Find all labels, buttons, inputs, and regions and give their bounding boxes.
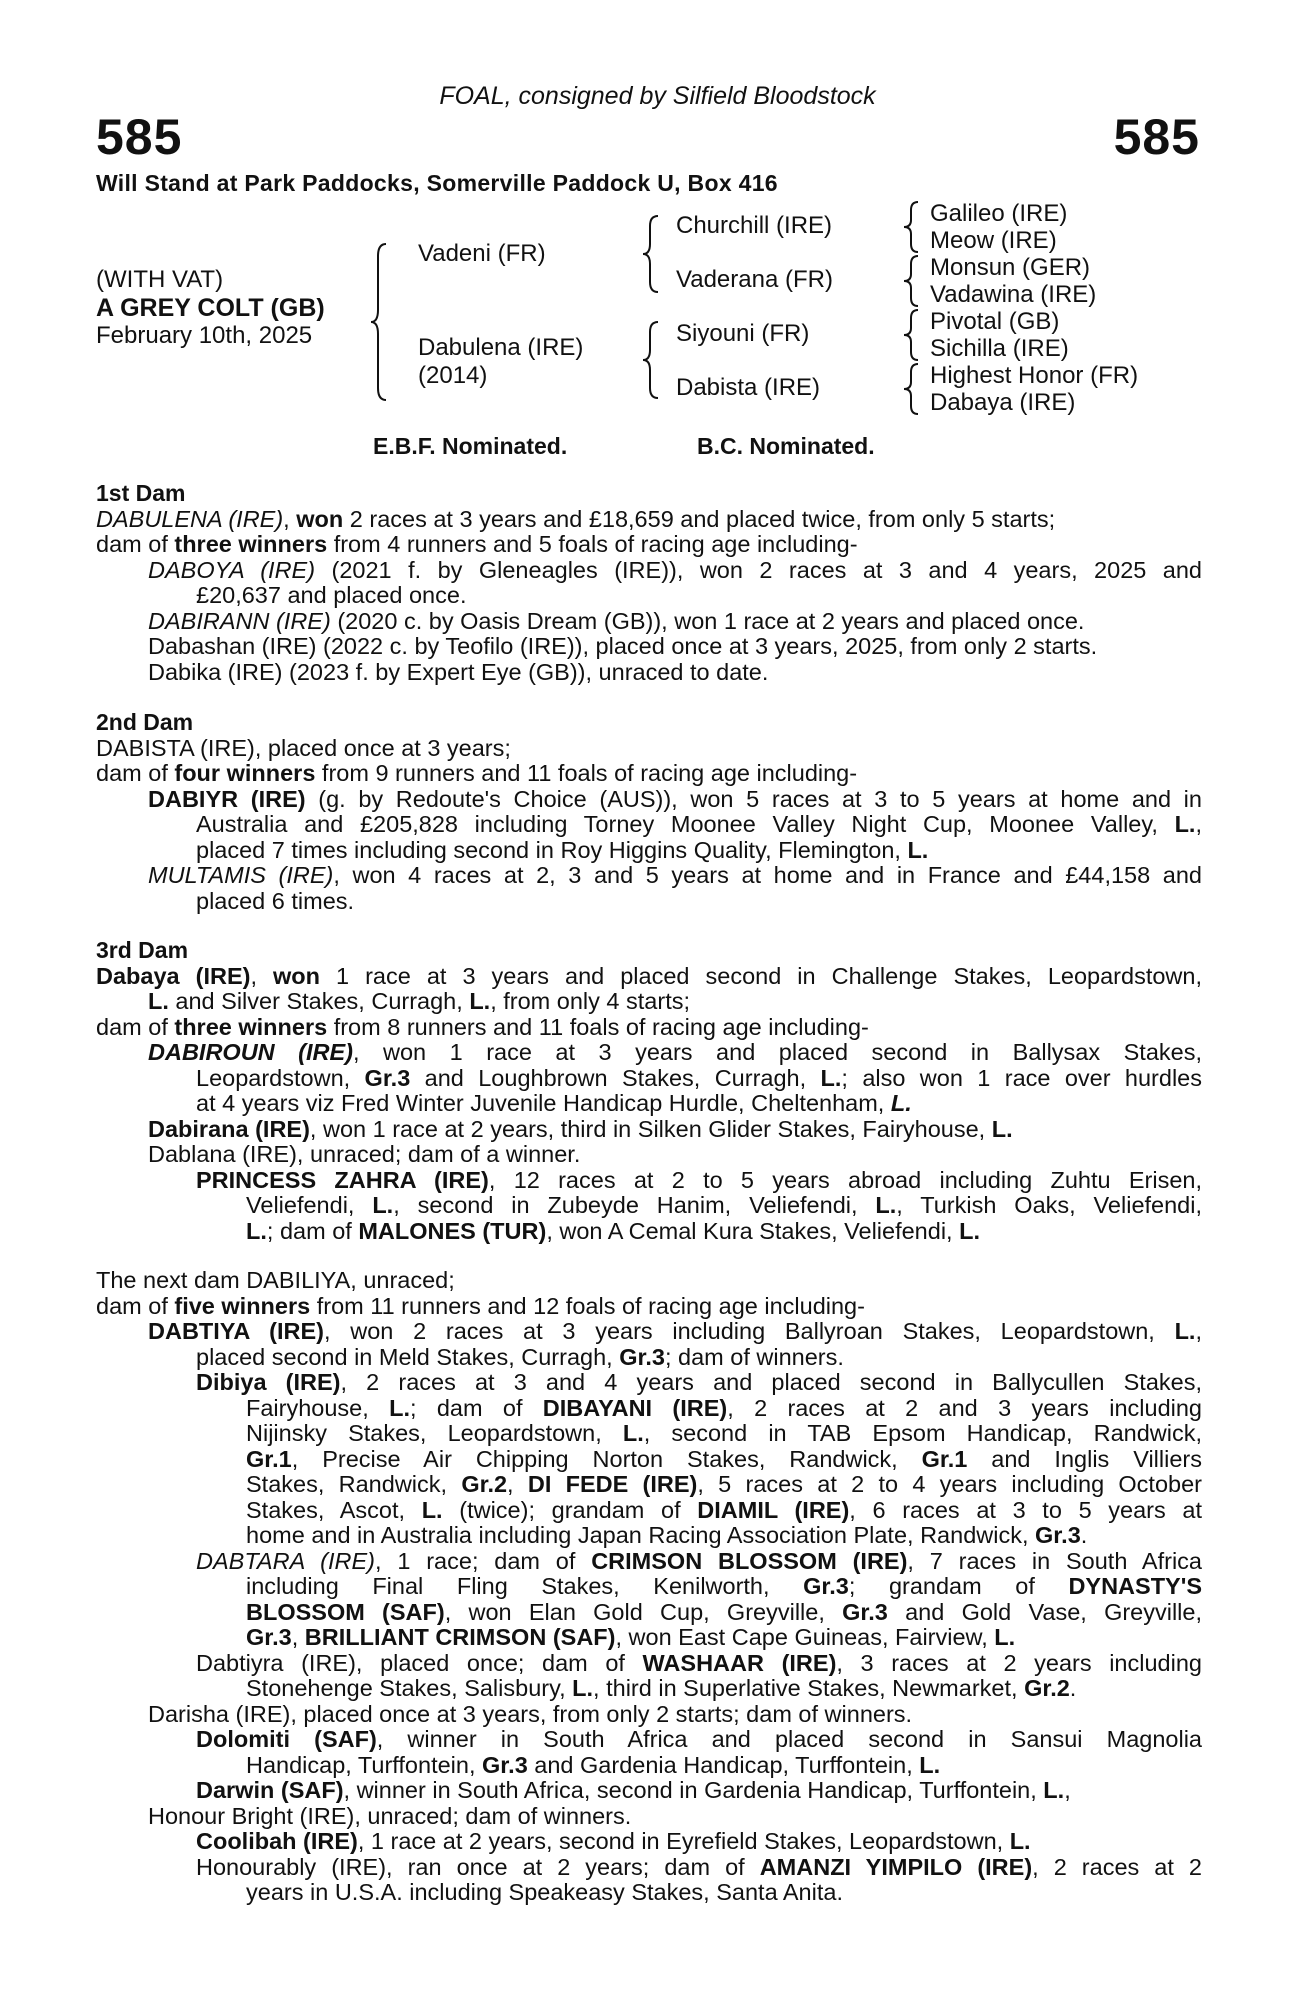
second-dam-heading: 2nd Dam	[96, 710, 194, 735]
produce-dolomiti-cont: Handicap, Turffontein, Gr.3 and Gardenia Handicap, Turffontein, L.	[246, 1752, 941, 1778]
second-dam-section	[96, 710, 1202, 914]
granddam-1: Meow (IRE)	[930, 227, 1057, 254]
fourth-dam-record: The next dam DABILIYA, unraced;	[96, 1268, 455, 1293]
stand-location: Will Stand at Park Paddocks, Somerville Paddock U, Box 416	[96, 170, 778, 196]
dam-dam: Dabista (IRE)	[676, 374, 821, 401]
produce-dabiyr-cont2: placed 7 times including second in Roy Higgins Quality, Flemington, L.	[196, 837, 929, 863]
produce-dibiya-cont5: Stakes, Ascot, L. (twice); grandam of DIAMIL (IRE), 6 races at 3 to 5 years at	[246, 1497, 1202, 1523]
third-dam-section	[96, 938, 1202, 1244]
third-dam-record-cont: L. and Silver Stakes, Curragh, L., from only 4 starts;	[148, 989, 691, 1014]
produce-dibiya-cont6: home and in Australia including Japan Racing Association Plate, Randwick, Gr.3.	[246, 1523, 1088, 1548]
dam-year: (2014)	[418, 362, 488, 389]
brace-g3	[900, 308, 922, 364]
third-dam-record: Dabaya (IRE), won 1 race at 3 years and placed second in Challenge Stakes, Leopardstown,	[96, 963, 1202, 989]
produce-daboya: DABOYA (IRE) (2021 f. by Gleneagles (IRE)), won 2 races at 3 and 4 years, 2025 and	[148, 557, 1202, 583]
produce-honourably: Honourably (IRE), ran once at 2 years; dam of AMANZI YIMPILO (IRE), 2 races at 2	[196, 1854, 1202, 1880]
vat-note: (WITH VAT)	[96, 266, 224, 293]
fourth-dam-produce: dam of five winners from 11 runners and 12 foals of racing age including-	[96, 1293, 865, 1319]
produce-darwin: Darwin (SAF), winner in South Africa, second in Gardenia Handicap, Turffontein, L.,	[196, 1778, 1071, 1803]
produce-dabiroun: DABIROUN (IRE), won 1 race at 3 years and placed second in Ballysax Stakes,	[148, 1040, 1202, 1065]
produce-honourably-cont: years in U.S.A. including Speakeasy Stakes, Santa Anita.	[246, 1880, 843, 1905]
grandsire-4: Highest Honor (FR)	[930, 362, 1139, 389]
produce-dabtiyra-cont: Stonehenge Stakes, Salisbury, L., third in Superlative Stakes, Newmarket, Gr.2.	[246, 1676, 1077, 1701]
produce-coolibah: Coolibah (IRE), 1 race at 2 years, second in Eyrefield Stakes, Leopardstown, L.	[196, 1829, 1031, 1854]
colt-title: A GREY COLT (GB)	[96, 294, 325, 322]
produce-dablana: Dablana (IRE), unraced; dam of a winner.	[148, 1142, 581, 1167]
brace-g1	[900, 200, 922, 256]
produce-dabtara-cont2: BLOSSOM (SAF), won Elan Gold Cup, Greyville, Gr.3 and Gold Vase, Greyville,	[246, 1599, 1202, 1625]
grandsire-3: Pivotal (GB)	[930, 308, 1060, 335]
produce-dabiyr-cont1: Australia and £205,828 including Torney Moonee Valley Night Cup, Moonee Valley, L.,	[196, 812, 1202, 837]
consignment-line: FOAL, consigned by Silfield Bloodstock	[439, 82, 876, 110]
produce-princess-zahra: PRINCESS ZAHRA (IRE), 12 races at 2 to 5 years abroad including Zuhtu Erisen,	[196, 1167, 1202, 1193]
produce-dabtiyra: Dabtiyra (IRE), placed once; dam of WASHAAR (IRE), 3 races at 2 years including	[196, 1650, 1202, 1676]
produce-dabtara-cont3: Gr.3, BRILLIANT CRIMSON (SAF), won East Cape Guineas, Fairview, L.	[246, 1625, 1016, 1650]
produce-dabtiya: DABTIYA (IRE), won 2 races at 3 years including Ballyroan Stakes, Leopardstown, L.,	[148, 1319, 1202, 1344]
produce-dabtara-cont1: including Final Fling Stakes, Kenilworth, Gr.3; grandam of DYNASTY'S	[246, 1574, 1202, 1599]
produce-multamis: MULTAMIS (IRE), won 4 races at 2, 3 and 5 years at home and in France and £44,158 and	[148, 863, 1202, 888]
produce-dibiya-cont4: Stakes, Randwick, Gr.2, DI FEDE (IRE), 5 races at 2 to 4 years including October	[246, 1472, 1202, 1497]
lot-number-left: 585	[96, 109, 183, 165]
produce-multamis-cont: placed 6 times.	[196, 888, 355, 914]
produce-daboya-cont: £20,637 and placed once.	[196, 583, 467, 608]
brace-g2	[900, 254, 922, 310]
produce-dabashan: Dabashan (IRE) (2022 c. by Teofilo (IRE)), placed once at 3 years, 2025, from only 2 starts.	[148, 634, 1098, 659]
produce-honour-bright: Honour Bright (IRE), unraced; dam of winners.	[148, 1803, 632, 1829]
foaling-date: February 10th, 2025	[96, 322, 313, 349]
produce-dabiyr: DABIYR (IRE) (g. by Redoute's Choice (AUS)), won 5 races at 3 to 5 years at home and in	[148, 786, 1202, 812]
produce-darisha: Darisha (IRE), placed once at 3 years, from only 2 starts; dam of winners.	[148, 1701, 913, 1727]
produce-princess-zahra-cont1: Veliefendi, L., second in Zubeyde Hanim, Veliefendi, L., Turkish Oaks, Veliefendi,	[246, 1193, 1202, 1218]
grandsire-2: Monsun (GER)	[930, 254, 1091, 281]
granddam-2: Vadawina (IRE)	[930, 281, 1097, 308]
produce-dibiya-cont1: Fairyhouse, L.; dam of DIBAYANI (IRE), 2 races at 2 and 3 years including	[246, 1395, 1202, 1421]
fourth-dam-section	[96, 1268, 1202, 1906]
produce-dabtiya-cont: placed second in Meld Stakes, Curragh, Gr.3; dam of winners.	[196, 1344, 844, 1370]
third-dam-produce: dam of three winners from 8 runners and 11 foals of racing age including-	[96, 1014, 869, 1040]
brace-dam	[640, 320, 662, 402]
ebf-nominated: E.B.F. Nominated.	[373, 433, 568, 459]
produce-princess-zahra-cont2: L.; dam of MALONES (TUR), won A Cemal Kura Stakes, Veliefendi, L.	[246, 1218, 980, 1244]
produce-dabtara: DABTARA (IRE), 1 race; dam of CRIMSON BLOSSOM (IRE), 7 races in South Africa	[196, 1548, 1202, 1574]
produce-dibiya-cont2: Nijinsky Stakes, Leopardstown, L., second in TAB Epsom Handicap, Randwick,	[246, 1421, 1202, 1446]
first-dam-section	[96, 481, 1202, 685]
produce-dabirann: DABIRANN (IRE) (2020 c. by Oasis Dream (GB)), won 1 race at 2 years and placed once.	[148, 608, 1085, 634]
brace-g4	[900, 362, 922, 418]
bc-nominated: B.C. Nominated.	[697, 433, 875, 459]
produce-dibiya-cont3: Gr.1, Precise Air Chipping Norton Stakes, Randwick, Gr.1 and Inglis Villiers	[246, 1446, 1202, 1472]
produce-dabika: Dabika (IRE) (2023 f. by Expert Eye (GB)), unraced to date.	[148, 659, 769, 685]
produce-dibiya: Dibiya (IRE), 2 races at 3 and 4 years and placed second in Ballycullen Stakes,	[196, 1370, 1202, 1395]
dam-sire: Siyouni (FR)	[676, 320, 810, 347]
first-dam-record: DABULENA (IRE), won 2 races at 3 years and £18,659 and placed twice, from only 5 starts;	[96, 506, 1056, 532]
sire-name: Vadeni (FR)	[418, 240, 546, 267]
granddam-4: Dabaya (IRE)	[930, 389, 1076, 416]
sire-sire: Churchill (IRE)	[676, 212, 833, 239]
brace-main	[368, 242, 390, 402]
produce-dolomiti: Dolomiti (SAF), winner in South Africa and placed second in Sansui Magnolia	[196, 1727, 1202, 1752]
grandsire-1: Galileo (IRE)	[930, 200, 1068, 227]
produce-dabiroun-cont1: Leopardstown, Gr.3 and Loughbrown Stakes, Curragh, L.; also won 1 race over hurdles	[196, 1065, 1202, 1091]
lot-number-right: 585	[1113, 109, 1200, 165]
second-dam-produce: dam of four winners from 9 runners and 11 foals of racing age including-	[96, 761, 858, 786]
produce-dabiroun-cont2: at 4 years viz Fred Winter Juvenile Handicap Hurdle, Cheltenham, L.	[196, 1091, 912, 1116]
granddam-3: Sichilla (IRE)	[930, 335, 1069, 362]
third-dam-heading: 3rd Dam	[96, 938, 189, 963]
sire-dam: Vaderana (FR)	[676, 266, 833, 293]
dam-name: Dabulena (IRE)	[418, 334, 584, 361]
first-dam-heading: 1st Dam	[96, 481, 186, 506]
produce-dabirana: Dabirana (IRE), won 1 race at 2 years, third in Silken Glider Stakes, Fairyhouse, L.	[148, 1116, 1013, 1142]
first-dam-produce: dam of three winners from 4 runners and 5 foals of racing age including-	[96, 532, 858, 557]
brace-sire	[640, 214, 662, 296]
second-dam-record: DABISTA (IRE), placed once at 3 years;	[96, 735, 511, 761]
